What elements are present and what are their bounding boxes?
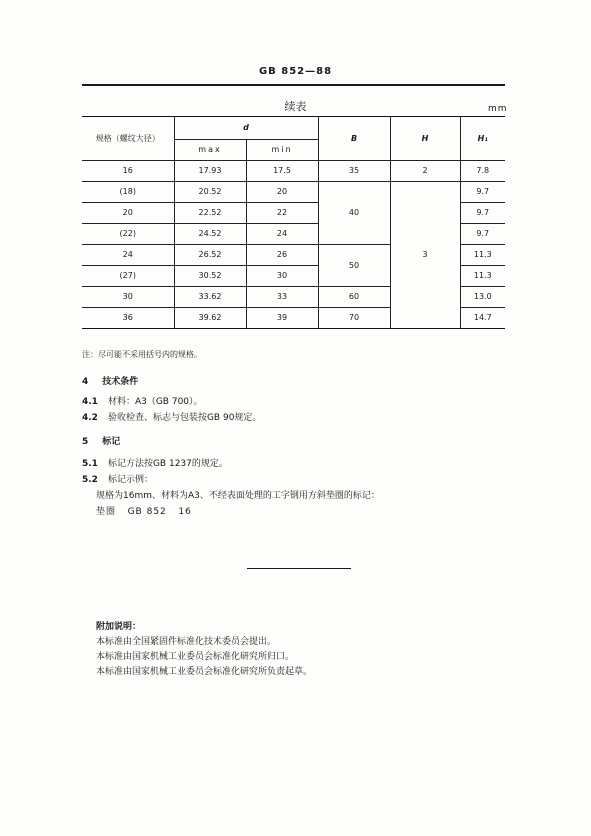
- spec-table: [82, 116, 505, 329]
- section-4-heading: [82, 374, 138, 387]
- additional-notes: [96, 620, 312, 680]
- cell-h1: 9.7: [460, 224, 505, 245]
- cell-max: 22.52: [174, 203, 246, 224]
- clause-text: 标记方法按GB 1237的规定。: [107, 459, 228, 469]
- clause-text: 材料：A3（GB 700）。: [107, 397, 203, 407]
- section-title: 标记: [102, 437, 121, 447]
- standard-header: GB 852—88: [258, 66, 333, 77]
- clause-4-2: [82, 410, 261, 423]
- cell-min: 20: [246, 182, 318, 203]
- cell-min: 30: [246, 266, 318, 287]
- table-unit: mm: [488, 104, 508, 114]
- col-header-b: B: [318, 117, 390, 161]
- clause-5-1: [82, 456, 228, 469]
- cell-h1: 11.3: [460, 266, 505, 287]
- cell-spec: (27): [82, 266, 174, 287]
- clause-number: 5.2: [82, 475, 98, 485]
- col-header-max: max: [174, 140, 246, 161]
- additional-line: 本标准由全国紧固件标准化技术委员会提出。: [96, 637, 277, 647]
- col-header-spec: 规格（螺纹大径）: [82, 117, 174, 161]
- cell-b: 50: [318, 245, 390, 287]
- cell-min: 39: [246, 308, 318, 329]
- cell-b: 35: [318, 161, 390, 182]
- cell-spec: 36: [82, 308, 174, 329]
- additional-title: 附加说明：: [96, 622, 142, 632]
- section-number: 5: [82, 437, 89, 447]
- section-number: 4: [82, 377, 89, 387]
- table-caption: 续表: [284, 100, 307, 113]
- cell-b: 70: [318, 308, 390, 329]
- section-divider: [247, 568, 351, 569]
- cell-min: 26: [246, 245, 318, 266]
- cell-h1: 9.7: [460, 203, 505, 224]
- clause-4-1: [82, 394, 203, 407]
- col-header-d: d: [174, 117, 318, 140]
- cell-min: 17.5: [246, 161, 318, 182]
- cell-spec: 20: [82, 203, 174, 224]
- cell-max: 24.52: [174, 224, 246, 245]
- additional-line: 本标准由国家机械工业委员会标准化研究所归口。: [96, 652, 295, 662]
- cell-max: 39.62: [174, 308, 246, 329]
- cell-spec: (18): [82, 182, 174, 203]
- table-note: 注：尽可能不采用括号内的规格。: [82, 350, 202, 359]
- cell-b: 60: [318, 287, 390, 308]
- col-header-h: H: [390, 117, 460, 161]
- marking-example: 垫圈 GB 852 16: [96, 507, 192, 517]
- clause-number: 4.2: [82, 413, 98, 423]
- clause-text: 标记示例：: [107, 475, 153, 485]
- cell-max: 26.52: [174, 245, 246, 266]
- header-rule: [82, 84, 505, 86]
- clause-text: 验收检查、标志与包装按GB 90规定。: [107, 413, 262, 423]
- cell-h1: 13.0: [460, 287, 505, 308]
- section-title: 技术条件: [102, 377, 139, 387]
- cell-max: 17.93: [174, 161, 246, 182]
- cell-max: 20.52: [174, 182, 246, 203]
- clause-5-2: [82, 472, 153, 485]
- cell-spec: 30: [82, 287, 174, 308]
- cell-spec: 24: [82, 245, 174, 266]
- cell-b: 40: [318, 182, 390, 245]
- cell-min: 24: [246, 224, 318, 245]
- cell-h1: 7.8: [460, 161, 505, 182]
- cell-h1: 11.3: [460, 245, 505, 266]
- col-header-min: min: [246, 140, 318, 161]
- clause-number: 5.1: [82, 459, 98, 469]
- cell-max: 33.62: [174, 287, 246, 308]
- col-header-h1: H₁: [460, 117, 505, 161]
- cell-spec: (22): [82, 224, 174, 245]
- additional-line: 本标准由国家机械工业委员会标准化研究所负责起草。: [96, 667, 313, 677]
- clause-number: 4.1: [82, 397, 98, 407]
- cell-min: 22: [246, 203, 318, 224]
- cell-max: 30.52: [174, 266, 246, 287]
- cell-h1: 14.7: [460, 308, 505, 329]
- cell-spec: 16: [82, 161, 174, 182]
- marking-example-description: 规格为16mm、材料为A3、不经表面处理的工字钢用方斜垫圈的标记：: [96, 491, 380, 501]
- cell-min: 33: [246, 287, 318, 308]
- section-5-heading: [82, 434, 120, 447]
- cell-h: 3: [390, 182, 460, 329]
- cell-h: 2: [390, 161, 460, 182]
- cell-h1: 9.7: [460, 182, 505, 203]
